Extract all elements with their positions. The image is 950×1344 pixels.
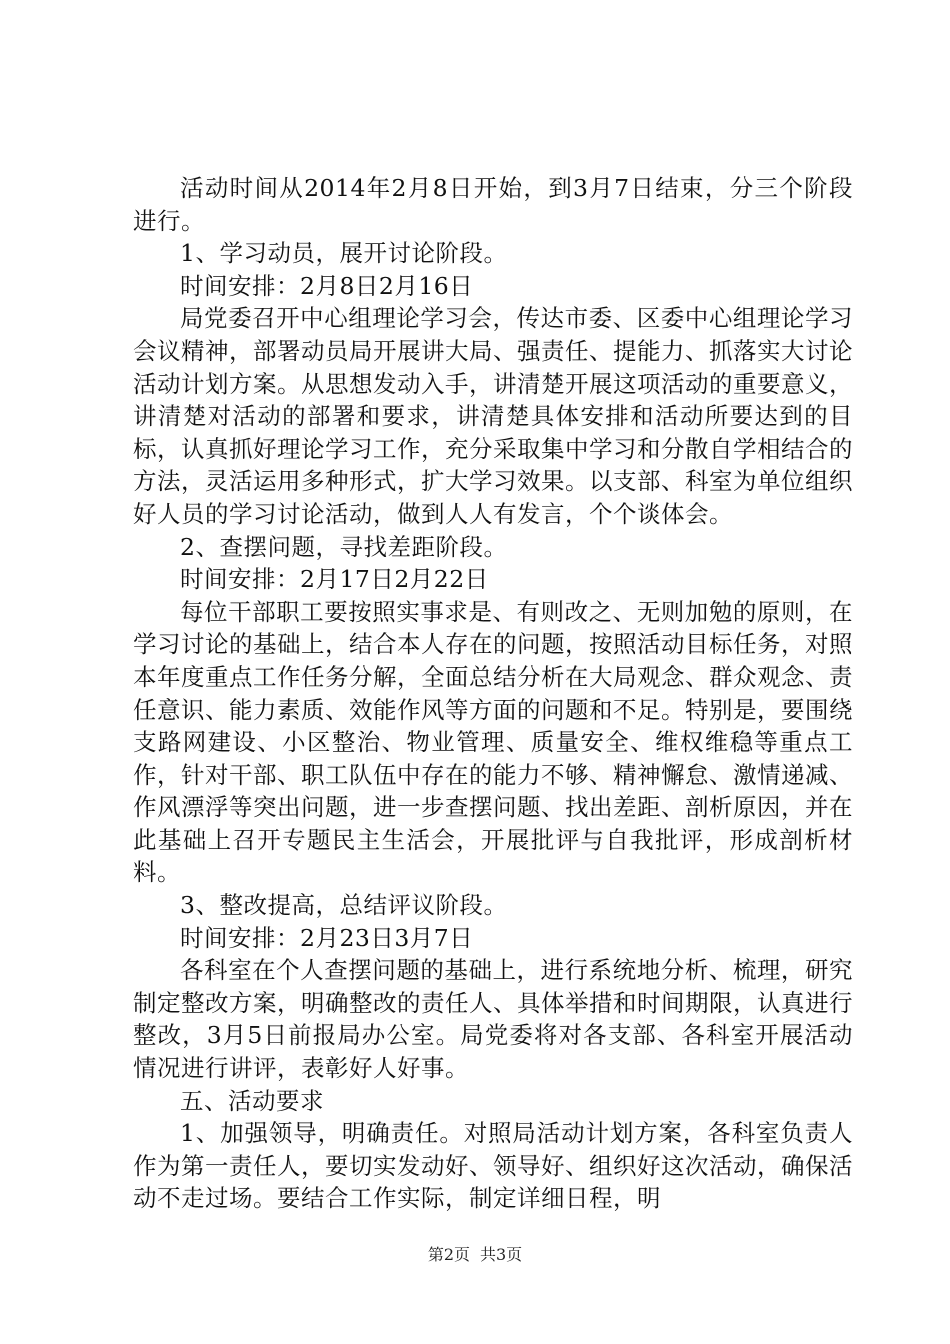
page-number: 第2页 xyxy=(427,1245,470,1264)
stage-2-schedule: 时间安排：2月17日2月22日 xyxy=(180,565,489,594)
page-total: 共3页 xyxy=(480,1245,523,1264)
paragraph-activity-time: 活动时间从2014年2月8日开始，到3月7日结束，分三个阶段进行。 xyxy=(133,174,853,235)
stage-2-heading: 2、查摆问题，寻找差距阶段。 xyxy=(180,532,508,561)
stage-1-body: 局党委召开中心组理论学习会，传达市委、区委中心组理论学习会议精神，部署动员局开展讲大局、强责任、提能力、抓落实大讨论活动计划方案。从思想发动入手，讲清楚开展这项活动的重要意义，讲清楚对活动的部署和要求，讲清楚具体安排和活动所要达到的目标，认真抓好理论学习工作，充分采取集中学习和分散自学相结合的方法，灵活运用多种形式，扩大学习效果。以支部、科室为单位组织好人员的学习讨论活动，做到人人有发言，个个谈体会。 xyxy=(133,304,853,528)
stage-1-schedule: 时间安排：2月8日2月16日 xyxy=(180,271,474,300)
stage-3-schedule: 时间安排：2月23日3月7日 xyxy=(180,923,474,952)
stage-3-body: 各科室在个人查摆问题的基础上，进行系统地分析、梳理，研究制定整改方案，明确整改的责任人、具体举措和时间期限，认真进行整改，3月5日前报局办公室。局党委将对各支部、各科室开展活动情况进行讲评，表彰好人好事。 xyxy=(133,956,853,1083)
stage-2-body: 每位干部职工要按照实事求是、有则改之、无则加勉的原则，在学习讨论的基础上，结合本人存在的问题，按照活动目标任务，对照本年度重点工作任务分解，全面总结分析在大局观念、群众观念、责任意识、能力素质、效能作风等方面的问题和不足。特别是，要围绕支路网建设、小区整治、物业管理、质量安全、维权维稳等重点工作，针对干部、职工队伍中存在的能力不够、精神懈怠、激情递减、作风漂浮等突出问题，进一步查摆问题、找出差距、剖析原因，并在此基础上召开专题民主生活会，开展批评与自我批评，形成剖析材料。 xyxy=(133,597,853,887)
requirement-1-body: 1、加强领导，明确责任。对照局活动计划方案，各科室负责人作为第一责任人，要切实发动好、领导好、组织好这次活动，确保活动不走过场。要结合工作实际，制定详细日程，明 xyxy=(133,1119,853,1213)
stage-3-heading: 3、整改提高，总结评议阶段。 xyxy=(180,891,508,920)
stage-1-heading: 1、学习动员，展开讨论阶段。 xyxy=(180,239,508,268)
section-requirements-heading: 五、活动要求 xyxy=(180,1086,324,1115)
page-footer xyxy=(0,1242,950,1265)
document-body xyxy=(133,172,853,1215)
